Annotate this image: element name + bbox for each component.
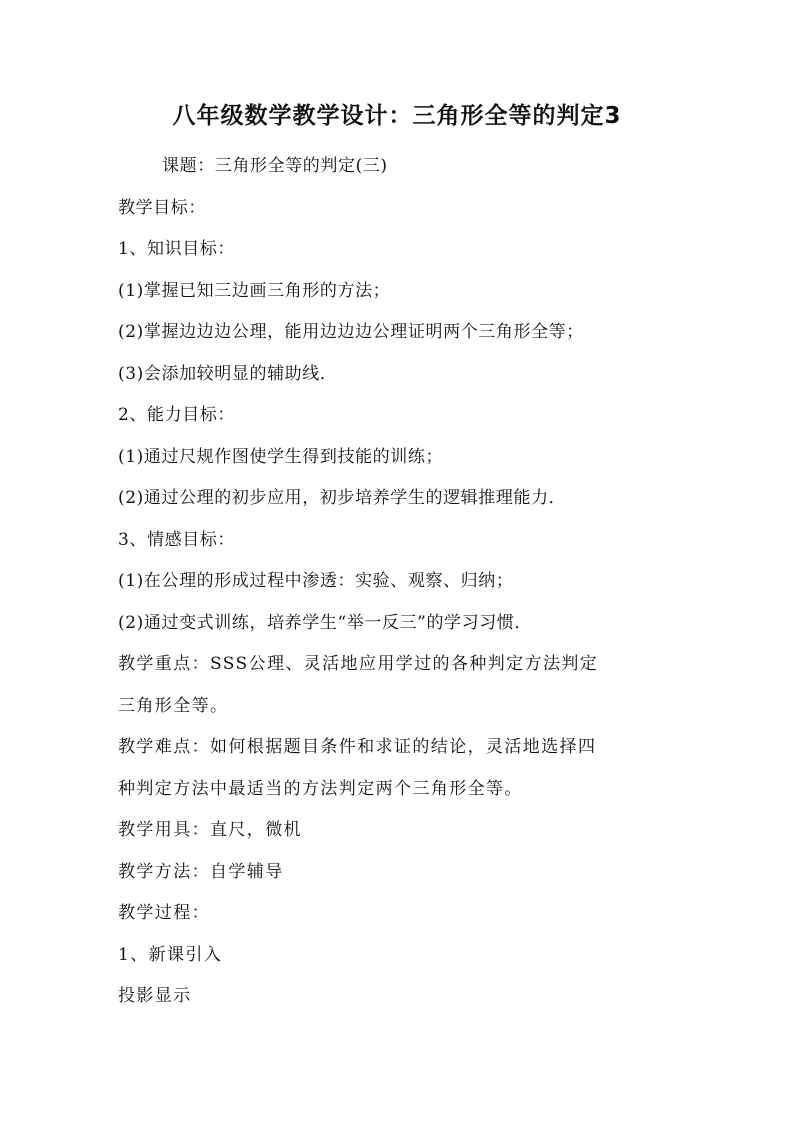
knowledge-item-2: (2)掌握边边边公理，能用边边边公理证明两个三角形全等； xyxy=(118,322,584,342)
ability-item-2: (2)通过公理的初步应用，初步培养学生的逻辑推理能力． xyxy=(118,488,567,508)
projection-display: 投影显示 xyxy=(118,986,192,1006)
lesson-topic: 课题：三角形全等的判定(三) xyxy=(162,156,388,176)
difficulty-line-1: 教学难点：如何根据题目条件和求证的结论，灵活地选择四 xyxy=(118,737,597,757)
key-point-line-1: 教学重点：SSS公理、灵活地应用学过的各种判定方法判定 xyxy=(118,654,599,674)
subheading-knowledge: 1、知识目标： xyxy=(118,239,236,259)
emotion-item-2: (2)通过变式训练，培养学生“举一反三”的学习习惯． xyxy=(118,612,533,633)
teaching-process: 教学过程： xyxy=(118,903,210,923)
teaching-tools: 教学用具：直尺，微机 xyxy=(118,820,302,840)
document-title: 八年级数学教学设计：三角形全等的判定3 xyxy=(172,103,622,129)
section-heading-objectives: 教学目标： xyxy=(118,197,206,218)
knowledge-item-3: (3)会添加较明显的辅助线． xyxy=(118,363,338,384)
process-step-1: 1、新课引入 xyxy=(118,944,223,965)
subheading-emotion: 3、情感目标： xyxy=(118,529,236,550)
document-body xyxy=(118,146,683,1018)
key-point-line-2: 三角形全等。 xyxy=(118,695,229,716)
emotion-item-1: (1)在公理的形成过程中渗透：实验、观察、归纳； xyxy=(118,571,514,591)
difficulty-line-2: 种判定方法中最适当的方法判定两个三角形全等。 xyxy=(118,778,523,799)
subheading-ability: 2、能力目标： xyxy=(118,405,236,425)
teaching-method: 教学方法：自学辅导 xyxy=(118,861,284,882)
knowledge-item-1: (1)掌握已知三边画三角形的方法； xyxy=(118,280,391,301)
ability-item-1: (1)通过尺规作图使学生得到技能的训练； xyxy=(118,446,444,467)
